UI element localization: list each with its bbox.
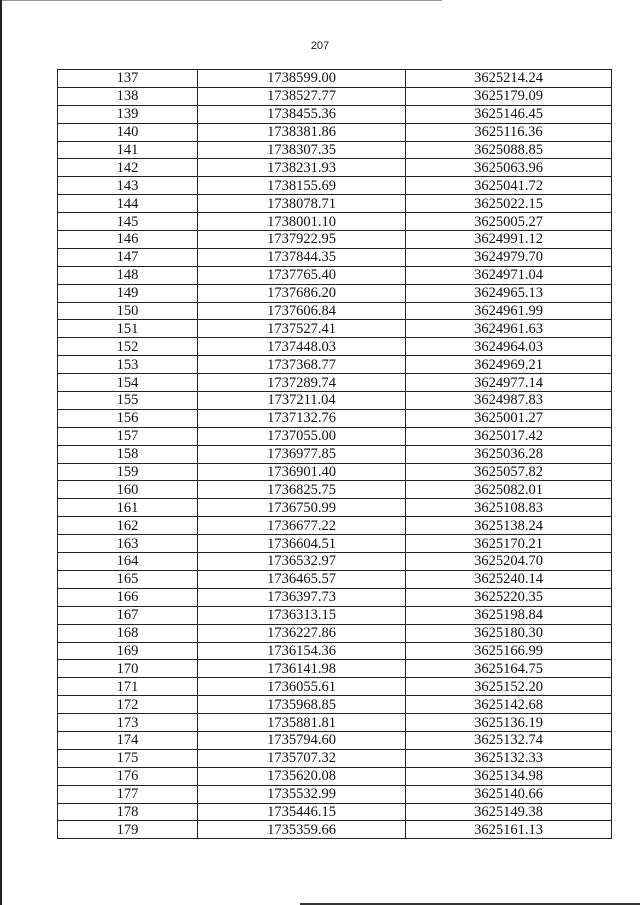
x-coordinate-cell: 1736750.99	[198, 499, 406, 517]
y-coordinate-cell: 3625140.66	[406, 785, 612, 803]
table-row	[58, 123, 612, 141]
x-coordinate-cell: 1738001.10	[198, 213, 406, 231]
x-coordinate-cell: 1738455.36	[198, 105, 406, 123]
x-coordinate-cell: 1736055.61	[198, 678, 406, 696]
point-number-cell: 175	[58, 749, 198, 767]
scan-edge-left	[0, 0, 2, 905]
point-number-cell: 176	[58, 767, 198, 785]
y-coordinate-cell: 3625240.14	[406, 570, 612, 588]
table-row	[58, 714, 612, 732]
table-row	[58, 606, 612, 624]
x-coordinate-cell: 1738599.00	[198, 70, 406, 88]
y-coordinate-cell: 3625036.28	[406, 445, 612, 463]
table-row	[58, 141, 612, 159]
point-number-cell: 174	[58, 731, 198, 749]
table-row	[58, 731, 612, 749]
y-coordinate-cell: 3625005.27	[406, 213, 612, 231]
x-coordinate-cell: 1738527.77	[198, 87, 406, 105]
point-number-cell: 145	[58, 213, 198, 231]
x-coordinate-cell: 1737922.95	[198, 231, 406, 249]
x-coordinate-cell: 1735532.99	[198, 785, 406, 803]
y-coordinate-cell: 3625017.42	[406, 427, 612, 445]
table-row	[58, 624, 612, 642]
table-row	[58, 642, 612, 660]
y-coordinate-cell: 3624979.70	[406, 248, 612, 266]
point-number-cell: 150	[58, 302, 198, 320]
y-coordinate-cell: 3624971.04	[406, 266, 612, 284]
table-row	[58, 195, 612, 213]
x-coordinate-cell: 1736313.15	[198, 606, 406, 624]
point-number-cell: 137	[58, 70, 198, 88]
point-number-cell: 139	[58, 105, 198, 123]
table-row	[58, 284, 612, 302]
y-coordinate-cell: 3625082.01	[406, 481, 612, 499]
table-row	[58, 535, 612, 553]
point-number-cell: 153	[58, 356, 198, 374]
table-row	[58, 481, 612, 499]
table-row	[58, 785, 612, 803]
y-coordinate-cell: 3624965.13	[406, 284, 612, 302]
y-coordinate-cell: 3624961.99	[406, 302, 612, 320]
x-coordinate-cell: 1736977.85	[198, 445, 406, 463]
y-coordinate-cell: 3625198.84	[406, 606, 612, 624]
x-coordinate-cell: 1737132.76	[198, 409, 406, 427]
x-coordinate-cell: 1737765.40	[198, 266, 406, 284]
table-row	[58, 392, 612, 410]
x-coordinate-cell: 1735794.60	[198, 731, 406, 749]
y-coordinate-cell: 3625179.09	[406, 87, 612, 105]
table-row	[58, 213, 612, 231]
point-number-cell: 143	[58, 177, 198, 195]
table-row	[58, 231, 612, 249]
y-coordinate-cell: 3625132.74	[406, 731, 612, 749]
x-coordinate-cell: 1736901.40	[198, 463, 406, 481]
x-coordinate-cell: 1737211.04	[198, 392, 406, 410]
y-coordinate-cell: 3625149.38	[406, 803, 612, 821]
point-number-cell: 159	[58, 463, 198, 481]
point-number-cell: 166	[58, 588, 198, 606]
table-row	[58, 445, 612, 463]
y-coordinate-cell: 3625220.35	[406, 588, 612, 606]
coordinates-table-body	[58, 70, 612, 839]
y-coordinate-cell: 3625214.24	[406, 70, 612, 88]
point-number-cell: 142	[58, 159, 198, 177]
table-row	[58, 678, 612, 696]
x-coordinate-cell: 1738381.86	[198, 123, 406, 141]
x-coordinate-cell: 1737055.00	[198, 427, 406, 445]
point-number-cell: 160	[58, 481, 198, 499]
y-coordinate-cell: 3624991.12	[406, 231, 612, 249]
y-coordinate-cell: 3624969.21	[406, 356, 612, 374]
y-coordinate-cell: 3625138.24	[406, 517, 612, 535]
y-coordinate-cell: 3624961.63	[406, 320, 612, 338]
table-row	[58, 338, 612, 356]
x-coordinate-cell: 1736227.86	[198, 624, 406, 642]
x-coordinate-cell: 1737368.77	[198, 356, 406, 374]
table-row	[58, 803, 612, 821]
y-coordinate-cell: 3625180.30	[406, 624, 612, 642]
x-coordinate-cell: 1736397.73	[198, 588, 406, 606]
point-number-cell: 148	[58, 266, 198, 284]
y-coordinate-cell: 3625088.85	[406, 141, 612, 159]
point-number-cell: 162	[58, 517, 198, 535]
table-row	[58, 266, 612, 284]
point-number-cell: 156	[58, 409, 198, 427]
table-row	[58, 499, 612, 517]
x-coordinate-cell: 1738078.71	[198, 195, 406, 213]
point-number-cell: 152	[58, 338, 198, 356]
x-coordinate-cell: 1736141.98	[198, 660, 406, 678]
y-coordinate-cell: 3625116.36	[406, 123, 612, 141]
point-number-cell: 164	[58, 553, 198, 571]
y-coordinate-cell: 3625001.27	[406, 409, 612, 427]
page-number: 207	[310, 40, 330, 52]
y-coordinate-cell: 3625170.21	[406, 535, 612, 553]
point-number-cell: 168	[58, 624, 198, 642]
x-coordinate-cell: 1735968.85	[198, 696, 406, 714]
point-number-cell: 151	[58, 320, 198, 338]
table-row	[58, 570, 612, 588]
point-number-cell: 157	[58, 427, 198, 445]
x-coordinate-cell: 1736825.75	[198, 481, 406, 499]
point-number-cell: 172	[58, 696, 198, 714]
point-number-cell: 173	[58, 714, 198, 732]
point-number-cell: 169	[58, 642, 198, 660]
point-number-cell: 158	[58, 445, 198, 463]
x-coordinate-cell: 1735446.15	[198, 803, 406, 821]
point-number-cell: 146	[58, 231, 198, 249]
y-coordinate-cell: 3625164.75	[406, 660, 612, 678]
x-coordinate-cell: 1738231.93	[198, 159, 406, 177]
table-row	[58, 374, 612, 392]
scan-edge-top	[2, 0, 442, 1]
point-number-cell: 161	[58, 499, 198, 517]
x-coordinate-cell: 1735359.66	[198, 821, 406, 839]
y-coordinate-cell: 3625057.82	[406, 463, 612, 481]
y-coordinate-cell: 3625063.96	[406, 159, 612, 177]
y-coordinate-cell: 3625136.19	[406, 714, 612, 732]
point-number-cell: 165	[58, 570, 198, 588]
x-coordinate-cell: 1738155.69	[198, 177, 406, 195]
table-row	[58, 159, 612, 177]
table-row	[58, 696, 612, 714]
point-number-cell: 177	[58, 785, 198, 803]
table-row	[58, 248, 612, 266]
table-row	[58, 320, 612, 338]
point-number-cell: 141	[58, 141, 198, 159]
y-coordinate-cell: 3625132.33	[406, 749, 612, 767]
x-coordinate-cell: 1736465.57	[198, 570, 406, 588]
y-coordinate-cell: 3625204.70	[406, 553, 612, 571]
x-coordinate-cell: 1737686.20	[198, 284, 406, 302]
table-row	[58, 749, 612, 767]
x-coordinate-cell: 1737606.84	[198, 302, 406, 320]
y-coordinate-cell: 3625041.72	[406, 177, 612, 195]
table-row	[58, 409, 612, 427]
point-number-cell: 138	[58, 87, 198, 105]
table-row	[58, 356, 612, 374]
x-coordinate-cell: 1737448.03	[198, 338, 406, 356]
y-coordinate-cell: 3624987.83	[406, 392, 612, 410]
table-row	[58, 302, 612, 320]
point-number-cell: 140	[58, 123, 198, 141]
table-row	[58, 87, 612, 105]
x-coordinate-cell: 1735707.32	[198, 749, 406, 767]
x-coordinate-cell: 1736532.97	[198, 553, 406, 571]
point-number-cell: 179	[58, 821, 198, 839]
y-coordinate-cell: 3625108.83	[406, 499, 612, 517]
y-coordinate-cell: 3624964.03	[406, 338, 612, 356]
table-row	[58, 70, 612, 88]
point-number-cell: 149	[58, 284, 198, 302]
x-coordinate-cell: 1735620.08	[198, 767, 406, 785]
table-row	[58, 553, 612, 571]
x-coordinate-cell: 1736604.51	[198, 535, 406, 553]
x-coordinate-cell: 1736154.36	[198, 642, 406, 660]
coordinates-table	[57, 69, 612, 839]
table-row	[58, 463, 612, 481]
y-coordinate-cell: 3625146.45	[406, 105, 612, 123]
table-row	[58, 427, 612, 445]
table-row	[58, 517, 612, 535]
table-row	[58, 588, 612, 606]
y-coordinate-cell: 3625161.13	[406, 821, 612, 839]
x-coordinate-cell: 1738307.35	[198, 141, 406, 159]
point-number-cell: 163	[58, 535, 198, 553]
x-coordinate-cell: 1736677.22	[198, 517, 406, 535]
y-coordinate-cell: 3625022.15	[406, 195, 612, 213]
coordinates-table-container	[57, 69, 611, 839]
table-row	[58, 821, 612, 839]
x-coordinate-cell: 1737844.35	[198, 248, 406, 266]
y-coordinate-cell: 3624977.14	[406, 374, 612, 392]
y-coordinate-cell: 3625152.20	[406, 678, 612, 696]
x-coordinate-cell: 1737527.41	[198, 320, 406, 338]
point-number-cell: 178	[58, 803, 198, 821]
table-row	[58, 767, 612, 785]
point-number-cell: 144	[58, 195, 198, 213]
point-number-cell: 155	[58, 392, 198, 410]
table-row	[58, 105, 612, 123]
table-row	[58, 660, 612, 678]
y-coordinate-cell: 3625142.68	[406, 696, 612, 714]
point-number-cell: 147	[58, 248, 198, 266]
y-coordinate-cell: 3625166.99	[406, 642, 612, 660]
point-number-cell: 171	[58, 678, 198, 696]
point-number-cell: 167	[58, 606, 198, 624]
point-number-cell: 170	[58, 660, 198, 678]
y-coordinate-cell: 3625134.98	[406, 767, 612, 785]
x-coordinate-cell: 1735881.81	[198, 714, 406, 732]
x-coordinate-cell: 1737289.74	[198, 374, 406, 392]
table-row	[58, 177, 612, 195]
point-number-cell: 154	[58, 374, 198, 392]
